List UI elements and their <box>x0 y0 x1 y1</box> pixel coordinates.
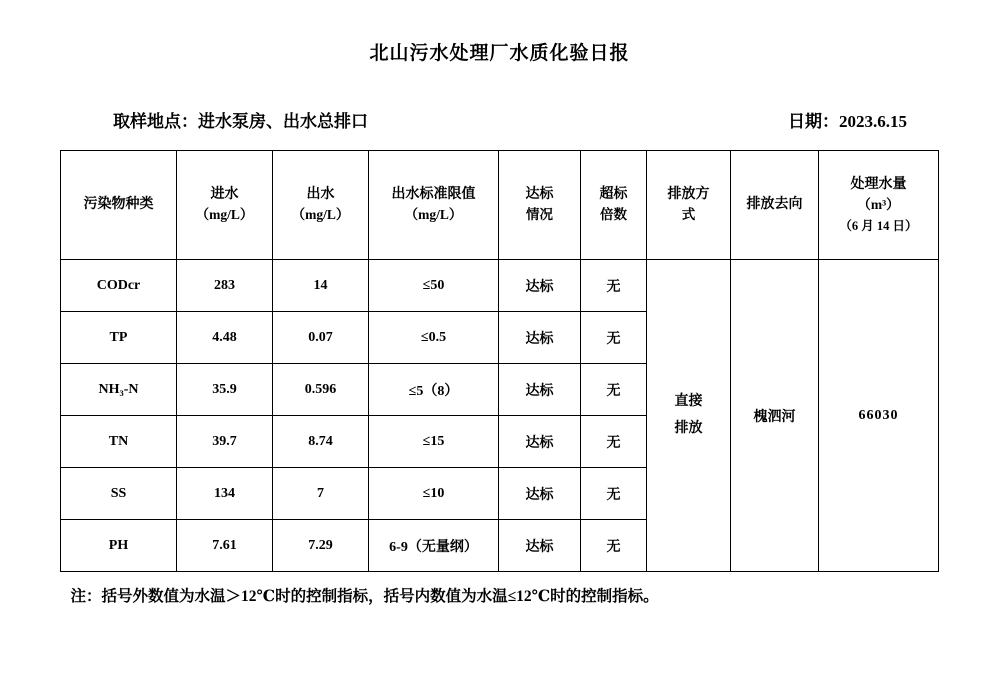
header-discharge-destination-label: 排放去向 <box>746 196 803 212</box>
discharge-method-line1: 直接 <box>674 393 703 409</box>
document-page <box>0 38 999 673</box>
cell-pollutant: SS <box>61 468 177 520</box>
cell-compliance: 达标 <box>499 312 581 364</box>
discharge-method-line2: 排放 <box>674 420 703 436</box>
header-standard <box>369 151 499 260</box>
header-compliance <box>499 151 581 260</box>
cell-exceed: 无 <box>581 312 647 364</box>
header-discharge-method-label: 排放方 <box>667 187 710 203</box>
cell-exceed: 无 <box>581 468 647 520</box>
header-exceed-label-2: 倍数 <box>600 207 627 223</box>
header-exceed <box>581 151 647 260</box>
cell-pollutant: TN <box>61 416 177 468</box>
cell-influent: 7.61 <box>177 520 273 572</box>
cell-effluent: 7 <box>273 468 369 520</box>
header-discharge-method <box>647 151 731 260</box>
sampling-location: 取样地点：进水泵房、出水总排口 <box>113 112 368 131</box>
cell-effluent: 8.74 <box>273 416 369 468</box>
cell-exceed: 无 <box>581 364 647 416</box>
cell-discharge-destination: 槐泗河 <box>731 260 819 572</box>
table-header <box>61 151 939 260</box>
cell-influent: 134 <box>177 468 273 520</box>
cell-pollutant: CODcr <box>61 260 177 312</box>
cell-standard: ≤0.5 <box>369 312 499 364</box>
cell-effluent: 14 <box>273 260 369 312</box>
cell-effluent: 7.29 <box>273 520 369 572</box>
header-pollutant <box>61 151 177 260</box>
header-volume-date: （6 月 14 日） <box>839 218 918 233</box>
cell-discharge-method <box>647 260 731 572</box>
cell-standard: 6-9（无量纲） <box>369 520 499 572</box>
cell-standard: ≤50 <box>369 260 499 312</box>
cell-influent: 283 <box>177 260 273 312</box>
header-volume-label: 处理水量 <box>850 177 907 192</box>
document-meta <box>0 107 999 132</box>
header-volume <box>819 151 939 260</box>
header-effluent-label: 出水 <box>306 187 335 203</box>
header-influent <box>177 151 273 260</box>
header-influent-label: 进水 <box>210 187 239 203</box>
table-row <box>61 260 939 312</box>
header-standard-label: 出水标准限值 <box>391 187 476 203</box>
water-quality-table <box>60 150 939 572</box>
cell-compliance: 达标 <box>499 416 581 468</box>
header-pollutant-label: 污染物种类 <box>83 196 154 212</box>
header-effluent-unit: （mg/L） <box>291 207 350 223</box>
cell-influent: 4.48 <box>177 312 273 364</box>
page-title: 北山污水处理厂水质化验日报 <box>369 43 630 64</box>
table-body <box>61 260 939 572</box>
header-discharge-destination <box>731 151 819 260</box>
cell-influent: 39.7 <box>177 416 273 468</box>
cell-exceed: 无 <box>581 260 647 312</box>
cell-exceed: 无 <box>581 416 647 468</box>
cell-effluent: 0.596 <box>273 364 369 416</box>
cell-pollutant: PH <box>61 520 177 572</box>
table-header-row <box>61 151 939 260</box>
cell-standard: ≤10 <box>369 468 499 520</box>
cell-compliance: 达标 <box>499 468 581 520</box>
cell-exceed: 无 <box>581 520 647 572</box>
cell-compliance: 达标 <box>499 260 581 312</box>
header-volume-unit: （m³） <box>857 197 900 213</box>
cell-effluent: 0.07 <box>273 312 369 364</box>
cell-pollutant: TP <box>61 312 177 364</box>
cell-influent: 35.9 <box>177 364 273 416</box>
cell-standard: ≤15 <box>369 416 499 468</box>
header-standard-unit: （mg/L） <box>404 207 463 223</box>
cell-treated-volume: 66030 <box>819 260 939 572</box>
report-date: 日期：2023.6.15 <box>788 112 907 131</box>
cell-compliance: 达标 <box>499 520 581 572</box>
header-effluent <box>273 151 369 260</box>
cell-pollutant: NH₃-N <box>61 364 177 416</box>
cell-standard: ≤5（8） <box>369 364 499 416</box>
header-discharge-method-label-2: 式 <box>681 207 696 223</box>
cell-compliance: 达标 <box>499 364 581 416</box>
header-influent-unit: （mg/L） <box>195 207 254 223</box>
header-exceed-label: 超标 <box>599 187 628 203</box>
header-compliance-label: 达标 <box>525 187 554 203</box>
header-compliance-label-2: 情况 <box>526 207 553 223</box>
table-note: 注：括号外数值为水温＞12℃时的控制指标，括号内数值为水温≤12℃时的控制指标。 <box>70 588 659 605</box>
